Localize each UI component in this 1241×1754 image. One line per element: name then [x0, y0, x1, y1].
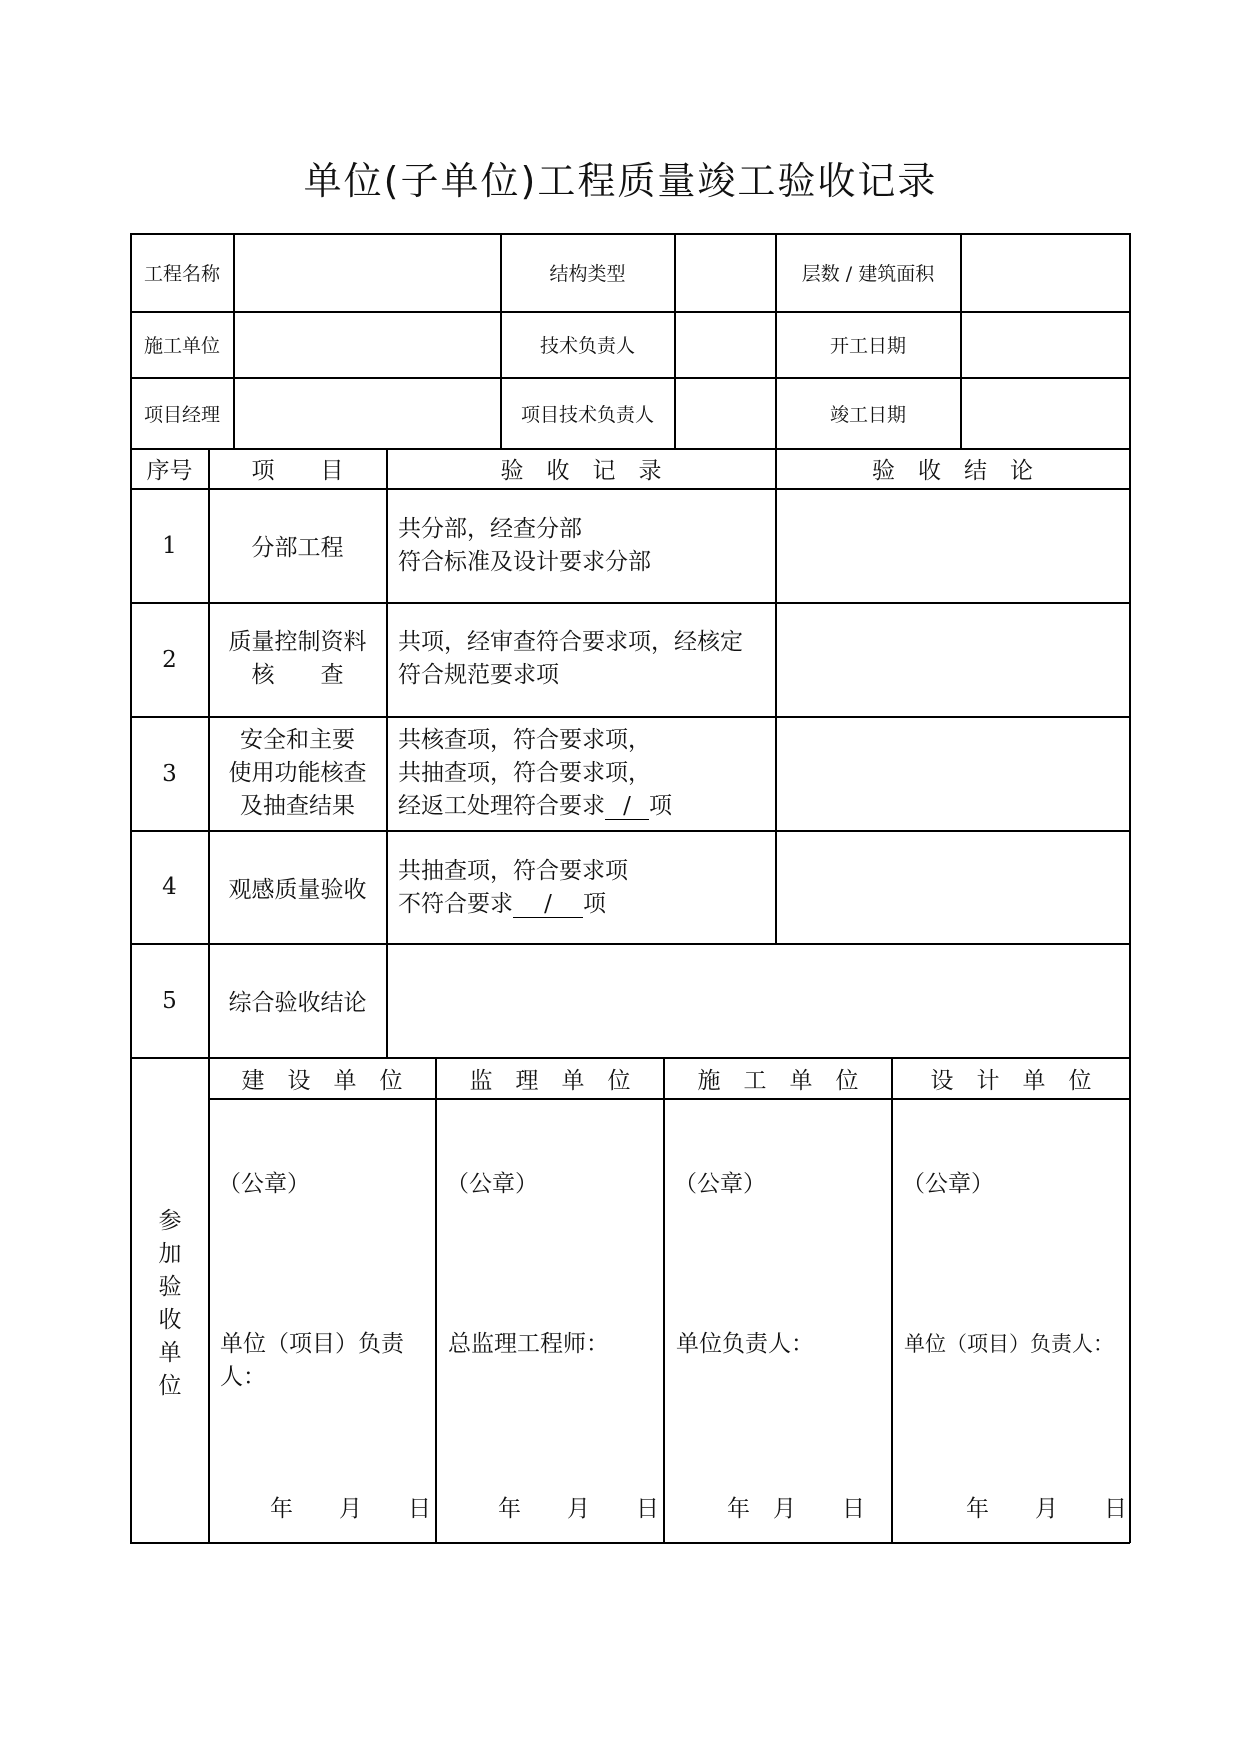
contractor-label: 施工单位 — [143, 335, 220, 357]
row-seq: 3 — [162, 760, 177, 787]
unit-suffix: 项 — [583, 891, 606, 917]
header-seq: 序号 — [146, 458, 193, 484]
structure-type-label: 结构类型 — [549, 263, 626, 285]
row-item: 观感质量验收 — [228, 876, 367, 903]
completion-date-label: 竣工日期 — [829, 403, 906, 426]
start-date-field[interactable] — [962, 313, 1128, 376]
tech-lead-field[interactable] — [676, 313, 774, 376]
fill-slash[interactable]: / — [513, 891, 583, 918]
row-item-line2: 核 查 — [251, 662, 344, 688]
side-char: 加 — [158, 1241, 182, 1267]
row-record-line2: 符合规范要求项 — [398, 662, 559, 688]
row-record-line3 — [398, 790, 672, 823]
row-item: 分部工程 — [251, 535, 344, 561]
tech-lead-label: 技术负责人 — [539, 335, 635, 357]
page-title: 单位(子单位)工程质量竣工验收记录 — [303, 159, 938, 203]
fill-slash[interactable]: / — [605, 793, 649, 820]
row-item-line3: 及抽查结果 — [240, 793, 355, 819]
seal-owner: （公章） — [218, 1171, 310, 1197]
row-conclusion-field[interactable] — [777, 490, 1128, 601]
row-item-line1: 安全和主要 — [240, 727, 355, 753]
signer-supervisor: 总监理工程师： — [448, 1331, 609, 1357]
row-seq: 2 — [162, 646, 177, 673]
project-name-label: 工程名称 — [143, 263, 220, 285]
row-record-line2: 共抽查项，符合要求项， — [398, 760, 651, 786]
row-record-line1: 共分部，经查分部 — [398, 516, 582, 542]
unit-name-owner: 建 设 单 位 — [241, 1067, 403, 1094]
header-record: 验 收 记 录 — [500, 458, 662, 484]
project-tech-lead-field[interactable] — [676, 379, 774, 447]
contractor-field[interactable] — [235, 313, 499, 376]
row-item — [209, 603, 386, 716]
participants-side-label — [131, 1058, 208, 1542]
signer-designer: 单位（项目）负责人： — [904, 1332, 1114, 1356]
floors-area-field[interactable] — [962, 235, 1128, 310]
header-conclusion: 验 收 结 论 — [872, 458, 1033, 484]
row-item-line2: 使用功能核查 — [228, 760, 367, 786]
date-contractor: 年 月 日 — [727, 1496, 865, 1522]
row-conclusion-field[interactable] — [777, 604, 1128, 715]
row-item — [209, 717, 386, 830]
unit-name-contractor: 施 工 单 位 — [697, 1067, 859, 1094]
unit-name-supervisor: 监 理 单 位 — [469, 1067, 631, 1094]
side-char: 收 — [158, 1307, 182, 1333]
project-tech-lead-label: 项目技术负责人 — [520, 403, 654, 426]
overall-conclusion-field[interactable] — [388, 945, 1128, 1056]
project-name-field[interactable] — [235, 235, 499, 310]
floors-area-label: 层数 / 建筑面积 — [801, 263, 935, 285]
row-item-line1: 质量控制资料 — [228, 629, 367, 655]
row-record-line1: 共核查项，符合要求项， — [398, 727, 651, 753]
signer-owner-line1: 单位（项目）负责 — [220, 1331, 404, 1357]
pm-label: 项目经理 — [143, 403, 220, 426]
structure-type-field[interactable] — [676, 235, 774, 310]
row-record-line2: 符合标准及设计要求分部 — [398, 549, 651, 575]
side-char: 位 — [158, 1373, 182, 1399]
row-record-line1: 共抽查项，符合要求项 — [398, 858, 628, 884]
date-owner: 年 月 日 — [270, 1496, 431, 1522]
start-date-label: 开工日期 — [829, 335, 906, 357]
unit-suffix: 项 — [649, 793, 672, 819]
row-seq: 5 — [162, 987, 177, 1014]
completion-date-field[interactable] — [962, 379, 1128, 447]
date-supervisor: 年 月 日 — [498, 1496, 659, 1522]
row-seq: 1 — [162, 532, 177, 559]
row-record-line1: 共项，经审查符合要求项，经核定 — [398, 629, 743, 655]
row-record-line3-text: 经返工处理符合要求 — [398, 793, 605, 819]
header-item: 项 目 — [251, 458, 344, 484]
pm-field[interactable] — [235, 379, 499, 447]
side-char: 参 — [158, 1208, 182, 1234]
seal-contractor: （公章） — [674, 1171, 766, 1197]
row-conclusion-field[interactable] — [777, 832, 1128, 942]
row-record-line2-text: 不符合要求 — [398, 891, 513, 917]
side-char: 验 — [158, 1274, 182, 1300]
seal-designer: （公章） — [902, 1171, 994, 1197]
side-char: 单 — [158, 1340, 182, 1366]
signer-owner-line2: 人： — [220, 1364, 266, 1390]
row-conclusion-field[interactable] — [777, 718, 1128, 829]
row-seq: 4 — [162, 874, 177, 900]
unit-name-designer: 设 计 单 位 — [930, 1067, 1092, 1094]
row-record-line2 — [398, 888, 606, 921]
row-item: 综合验收结论 — [228, 990, 367, 1016]
signer-contractor: 单位负责人： — [676, 1331, 814, 1357]
seal-supervisor: （公章） — [446, 1171, 538, 1197]
date-designer: 年 月 日 — [966, 1496, 1127, 1522]
